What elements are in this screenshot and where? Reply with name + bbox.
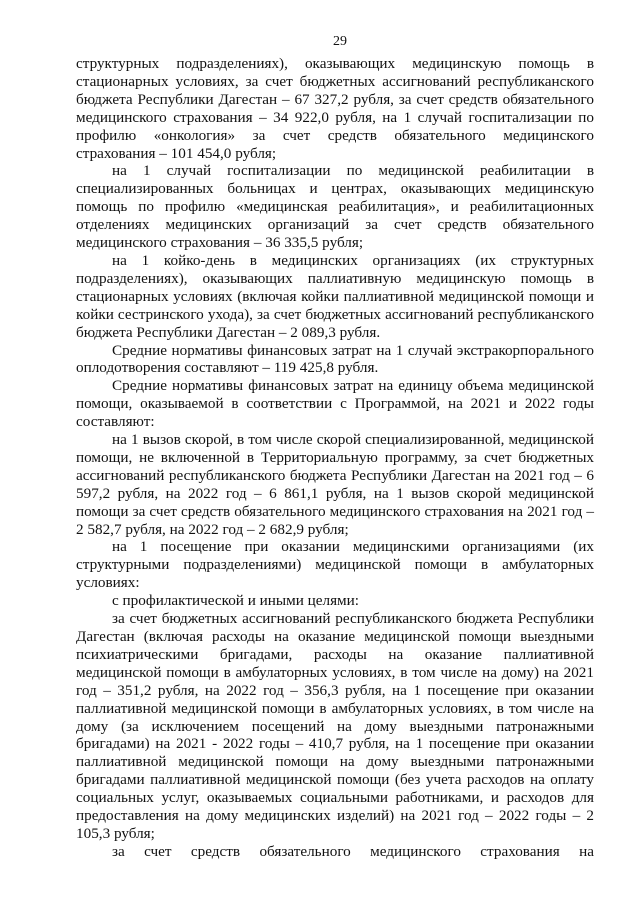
paragraph-rehabilitation-cost: на 1 случай госпитализации по медицинской реабилитации в специализированных больницах и центрах, оказывающих медицинскую помощь по профилю «медицинская реабилитация», и реабилитационных отделениях медицинских организаций за счет средств обязательного медицинского страхования – 36 335,5 рубля; [76,162,594,252]
paragraph-continuation: структурных подразделениях), оказывающих медицинскую помощь в стационарных условиях, за счет бюджетных ассигнований республиканского бюджета Республики Дагестан – 67 327,2 рубля, за счет средств обязательного медицинского страхования – 34 922,0 рубля, на 1 случай госпитализации по профилю «онкология» за счет средств обязательного медицинского страхования – 101 454,0 рубля; [76,55,594,162]
paragraph-outpatient-visit: на 1 посещение при оказании медицинскими организациями (их структурными подразделениями) медицинской помощи в амбулаторных условиях: [76,538,594,592]
paragraph-budget-funding: за счет бюджетных ассигнований республиканского бюджета Республики Дагестан (включая расходы на оказание медицинской помощи выездными психиатрическими бригадами, расходы на оказание паллиативной медицинской помощи в амбулаторных условиях, в том числе на дому) на 2021 год – 351,2 рубля, на 2022 год – 356,3 рубля, на 1 посещение при оказании паллиативной медицинской помощи в амбулаторных условиях, в том числе на дому (за исключением посещений на дому выездными патронажными бригадами) на 2021 - 2022 годы – 410,7 рубля, на 1 посещение при оказании паллиативной медицинской помощи на дому выездными патронажными бригадами паллиативной медицинской помощи (без учета расходов на оплату социальных услуг, оказываемых социальными работниками, и расходов для предоставления на дому медицинских изделий) на 2021 год – 2022 годы – 2 105,3 рубля; [76,610,594,842]
paragraph-ivf-cost: Средние нормативы финансовых затрат на 1 случай экстракорпорального оплодотворения составляют – 119 425,8 рубля. [76,341,594,377]
paragraph-palliative-bed-day: на 1 койко-день в медицинских организациях (их структурных подразделениях), оказывающих паллиативную медицинскую помощь в стационарных условиях (включая койки паллиативной медицинской помощи и койки сестринского ухода), за счет бюджетных ассигнований республиканского бюджета Республики Дагестан – 2 089,3 рубля. [76,251,594,341]
paragraph-insurance-funding: за счет средств обязательного медицинского страхования на [112,842,594,860]
paragraph-ambulance-call: на 1 вызов скорой, в том числе скорой специализированной, медицинской помощи, не включенной в Территориальную программу, за счет бюджетных ассигнований республиканского бюджета Республики Дагестан на 2021 год – 6 597,2 рубля, на 2022 год – 6 861,1 рубля, на 1 вызов скорой медицинской помощи за счет средств обязательного медицинского страхования на 2021 год – 2 582,7 рубля, на 2022 год – 2 682,9 рубля; [76,431,594,538]
document-body [76,55,594,861]
paragraph-2021-2022-intro: Средние нормативы финансовых затрат на единицу объема медицинской помощи, оказываемой в соответствии с Программой, на 2021 и 2022 годы составляют: [76,377,594,431]
paragraph-preventive-purposes: с профилактической и иными целями: [112,592,360,610]
page-number: 29 [333,34,347,49]
